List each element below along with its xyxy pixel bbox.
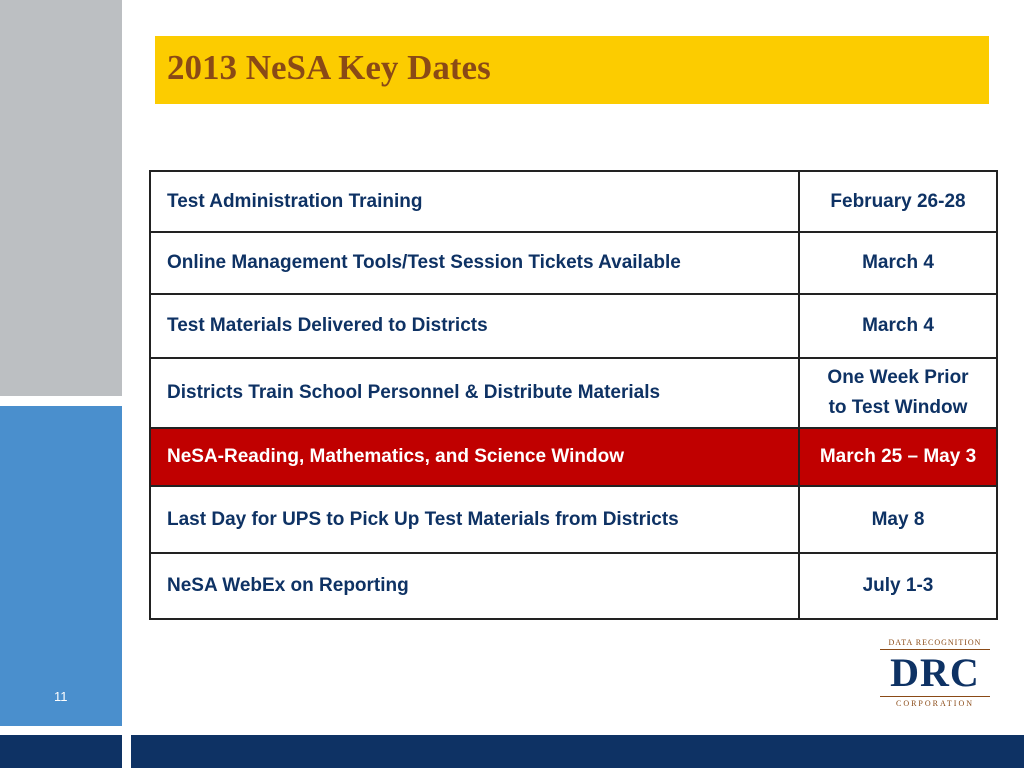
event-cell: Districts Train School Personnel & Distribute Materials xyxy=(150,358,799,428)
date-cell: February 26-28 xyxy=(799,171,997,232)
sidebar-gray-panel xyxy=(0,0,122,396)
date-cell xyxy=(799,358,997,428)
sidebar-blue-panel xyxy=(0,406,122,726)
drc-logo xyxy=(880,638,990,708)
date-line-2: to Test Window xyxy=(828,397,968,418)
event-cell: NeSA WebEx on Reporting xyxy=(150,553,799,619)
table-row xyxy=(150,294,997,358)
footer-bar-left xyxy=(0,735,122,768)
date-cell: March 4 xyxy=(799,294,997,358)
table-row xyxy=(150,358,997,428)
logo-mark: DRC xyxy=(890,650,980,695)
event-cell: NeSA-Reading, Mathematics, and Science Window xyxy=(150,428,799,486)
key-dates-table xyxy=(149,170,998,620)
table-row xyxy=(150,171,997,232)
date-cell: March 25 – May 3 xyxy=(799,428,997,486)
footer-bar-right xyxy=(131,735,1024,768)
table-row xyxy=(150,486,997,553)
table-row-highlighted xyxy=(150,428,997,486)
table-row xyxy=(150,232,997,294)
date-cell: May 8 xyxy=(799,486,997,553)
event-cell: Test Administration Training xyxy=(150,171,799,232)
date-line-1: One Week Prior xyxy=(827,367,969,388)
sidebar-divider xyxy=(0,396,122,406)
logo-top-text: DATA RECOGNITION xyxy=(880,638,990,650)
event-cell: Online Management Tools/Test Session Tickets Available xyxy=(150,232,799,294)
title-banner xyxy=(155,36,989,104)
page-number: 11 xyxy=(54,689,68,704)
event-cell: Last Day for UPS to Pick Up Test Materials from Districts xyxy=(150,486,799,553)
slide-title: 2013 NeSA Key Dates xyxy=(167,48,491,87)
date-cell: March 4 xyxy=(799,232,997,294)
table-row xyxy=(150,553,997,619)
event-cell: Test Materials Delivered to Districts xyxy=(150,294,799,358)
date-cell: July 1-3 xyxy=(799,553,997,619)
logo-bottom-text: CORPORATION xyxy=(880,696,990,708)
